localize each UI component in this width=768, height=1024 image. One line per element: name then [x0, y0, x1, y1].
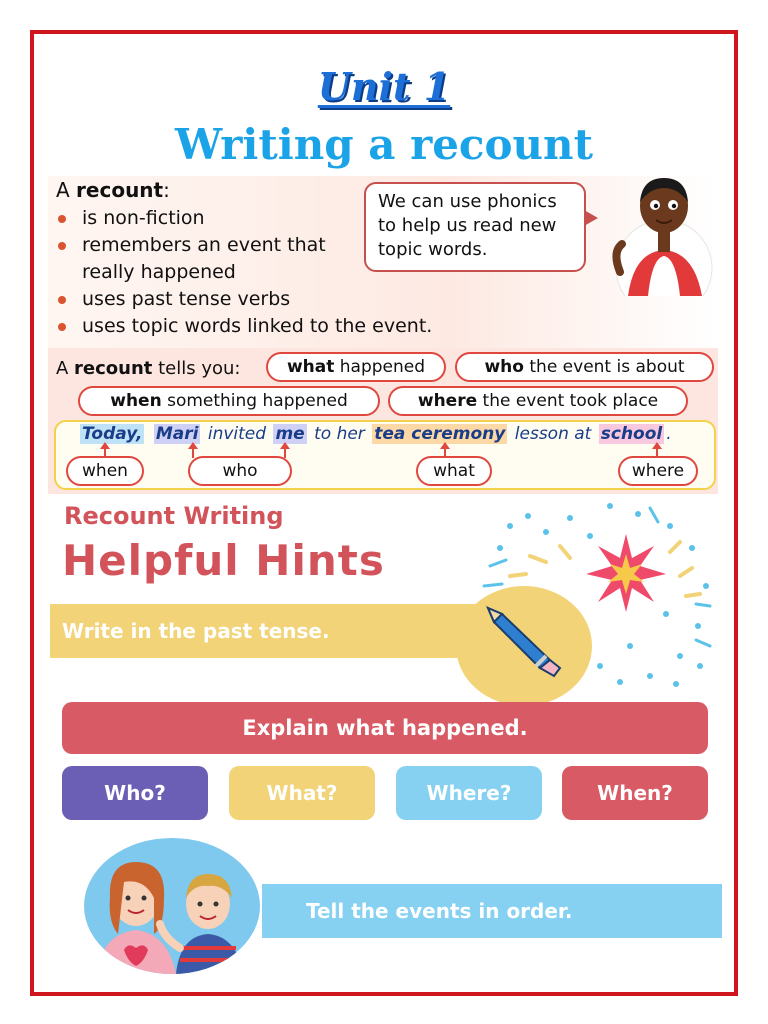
pencil-icon — [480, 600, 576, 680]
speech-bubble: We can use phonics to help us read new topic words. — [364, 182, 586, 272]
tag-who: who — [188, 456, 292, 486]
pill-where: where the event took place — [388, 386, 688, 416]
tag-what: what — [416, 456, 492, 486]
arrow-who-2 — [284, 448, 286, 458]
pill-what: what happened — [266, 352, 446, 382]
pill-when: when something happened — [78, 386, 380, 416]
example-sentence: Today, Mari invited me to her tea ceremony lesson at school . — [82, 424, 672, 444]
unit-title: Unit 1 — [317, 64, 451, 109]
order-hint: Tell the events in order. — [262, 884, 722, 938]
list-item: is non-fiction — [56, 205, 356, 232]
past-tense-hint: Write in the past tense. — [50, 604, 480, 658]
page-title: Writing a recount — [175, 120, 593, 169]
list-item: uses topic words linked to the event. — [56, 313, 476, 340]
explain-hint: Explain what happened. — [62, 702, 708, 754]
who-box: Who? — [62, 766, 208, 820]
arrow-who-1 — [192, 448, 194, 458]
list-item: uses past tense verbs — [56, 286, 356, 313]
tag-where: where — [618, 456, 698, 486]
definition-heading: A recount: — [56, 178, 170, 202]
when-box: When? — [562, 766, 708, 820]
hints-title: Helpful Hints — [62, 536, 385, 585]
what-box: What? — [229, 766, 375, 820]
boy-illustration — [606, 172, 716, 296]
pill-who: who the event is about — [455, 352, 714, 382]
where-box: Where? — [396, 766, 542, 820]
hints-subtitle: Recount Writing — [64, 502, 284, 530]
tells-heading: A recount tells you: — [56, 358, 241, 379]
two-children-icon — [84, 838, 260, 974]
tag-when: when — [66, 456, 144, 486]
list-item: remembers an event that really happened — [56, 232, 356, 286]
kids-badge — [84, 838, 260, 974]
